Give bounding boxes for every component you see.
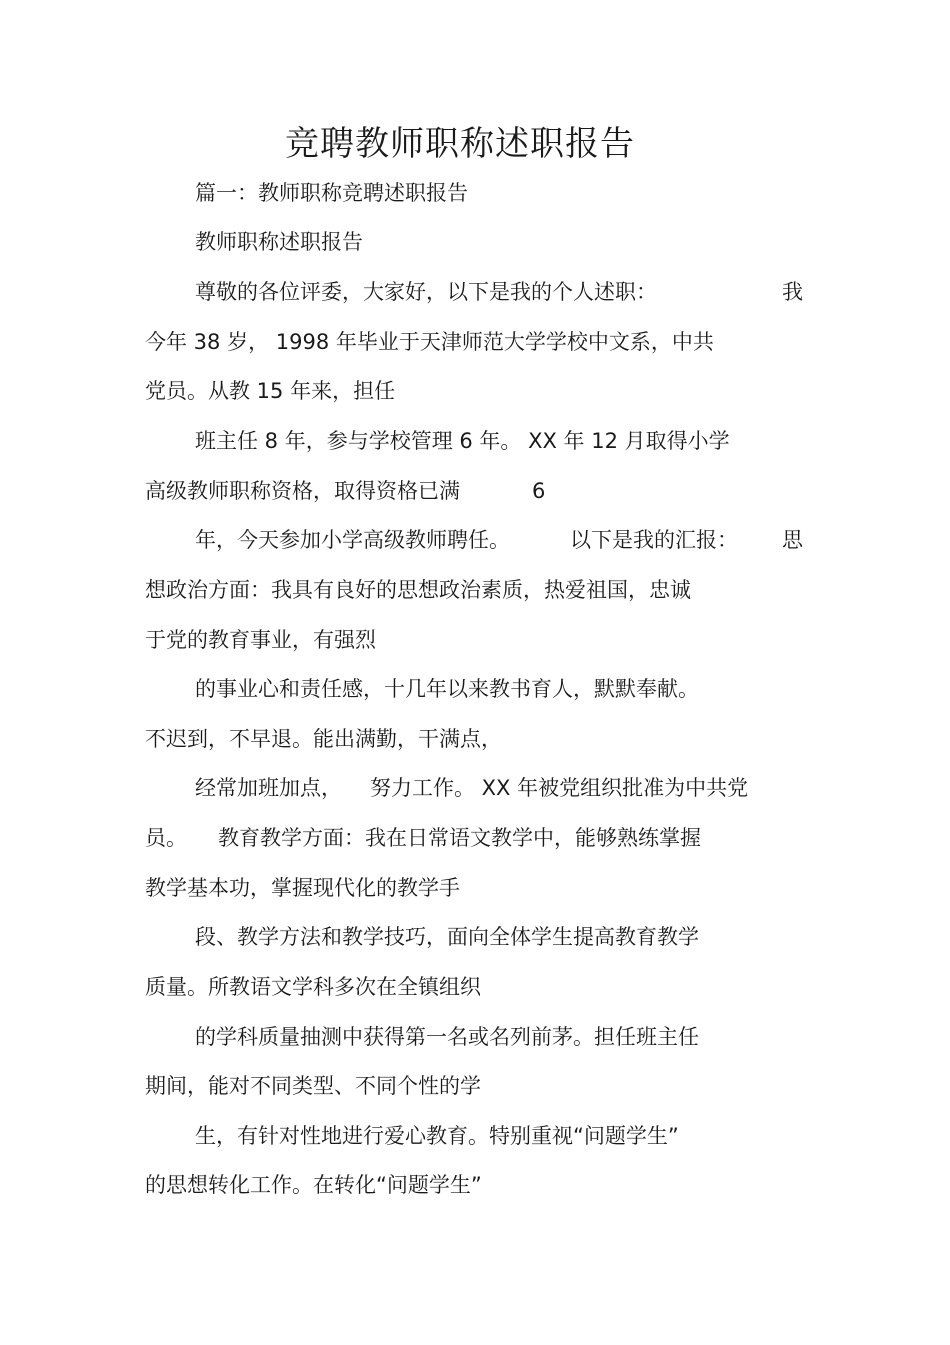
text-line: 的事业心和责任感，十几年以来教书育人，默默奉献。 [195, 677, 699, 701]
text-line: 今年 38 岁， 1998 年毕业于天津师范大学学校中文系，中共 [145, 330, 714, 354]
document-title: 竞聘教师职称述职报告 [285, 124, 635, 164]
text-line: 高级教师职称资格，取得资格已满 [145, 479, 460, 503]
text-line: 想政治方面：我具有良好的思想政治素质，热爱祖国，忠诚 [145, 578, 691, 602]
text-line: 教师职称述职报告 [195, 230, 363, 254]
text-line: 于党的教育事业，有强烈 [145, 628, 376, 652]
text-line: 的思想转化工作。在转化“问题学生” [145, 1173, 482, 1197]
text-line: 尊敬的各位评委，大家好，以下是我的个人述职： [195, 280, 657, 304]
text-line: 员。 [145, 826, 187, 850]
text-fragment: 努力工作。 XX 年被党组织批准为中共党 [370, 776, 749, 800]
text-line: 篇一：教师职称竞聘述职报告 [195, 181, 468, 205]
text-line: 生，有针对性地进行爱心教育。特别重视“问题学生” [195, 1124, 679, 1148]
text-fragment: 以下是我的汇报： [570, 528, 738, 552]
text-line: 期间，能对不同类型、不同个性的学 [145, 1074, 481, 1098]
text-fragment: 思 [782, 528, 803, 552]
text-line: 党员。从教 15 年来，担任 [145, 379, 396, 403]
text-line: 教学基本功，掌握现代化的教学手 [145, 876, 460, 900]
text-line: 的学科质量抽测中获得第一名或名列前茅。担任班主任 [195, 1025, 699, 1049]
text-line: 段、教学方法和教学技巧，面向全体学生提高教育教学 [195, 925, 699, 949]
text-line: 不迟到，不早退。能出满勤，干满点， [145, 727, 502, 751]
text-fragment: 6 [532, 479, 546, 503]
text-line: 班主任 8 年，参与学校管理 6 年。 XX 年 12 月取得小学 [195, 429, 730, 453]
text-line: 经常加班加点， [195, 776, 342, 800]
text-fragment: 我 [782, 280, 803, 304]
text-line: 年，今天参加小学高级教师聘任。 [195, 528, 510, 552]
text-line: 质量。所教语文学科多次在全镇组织 [145, 975, 481, 999]
text-fragment: 教育教学方面：我在日常语文教学中，能够熟练掌握 [218, 826, 701, 850]
